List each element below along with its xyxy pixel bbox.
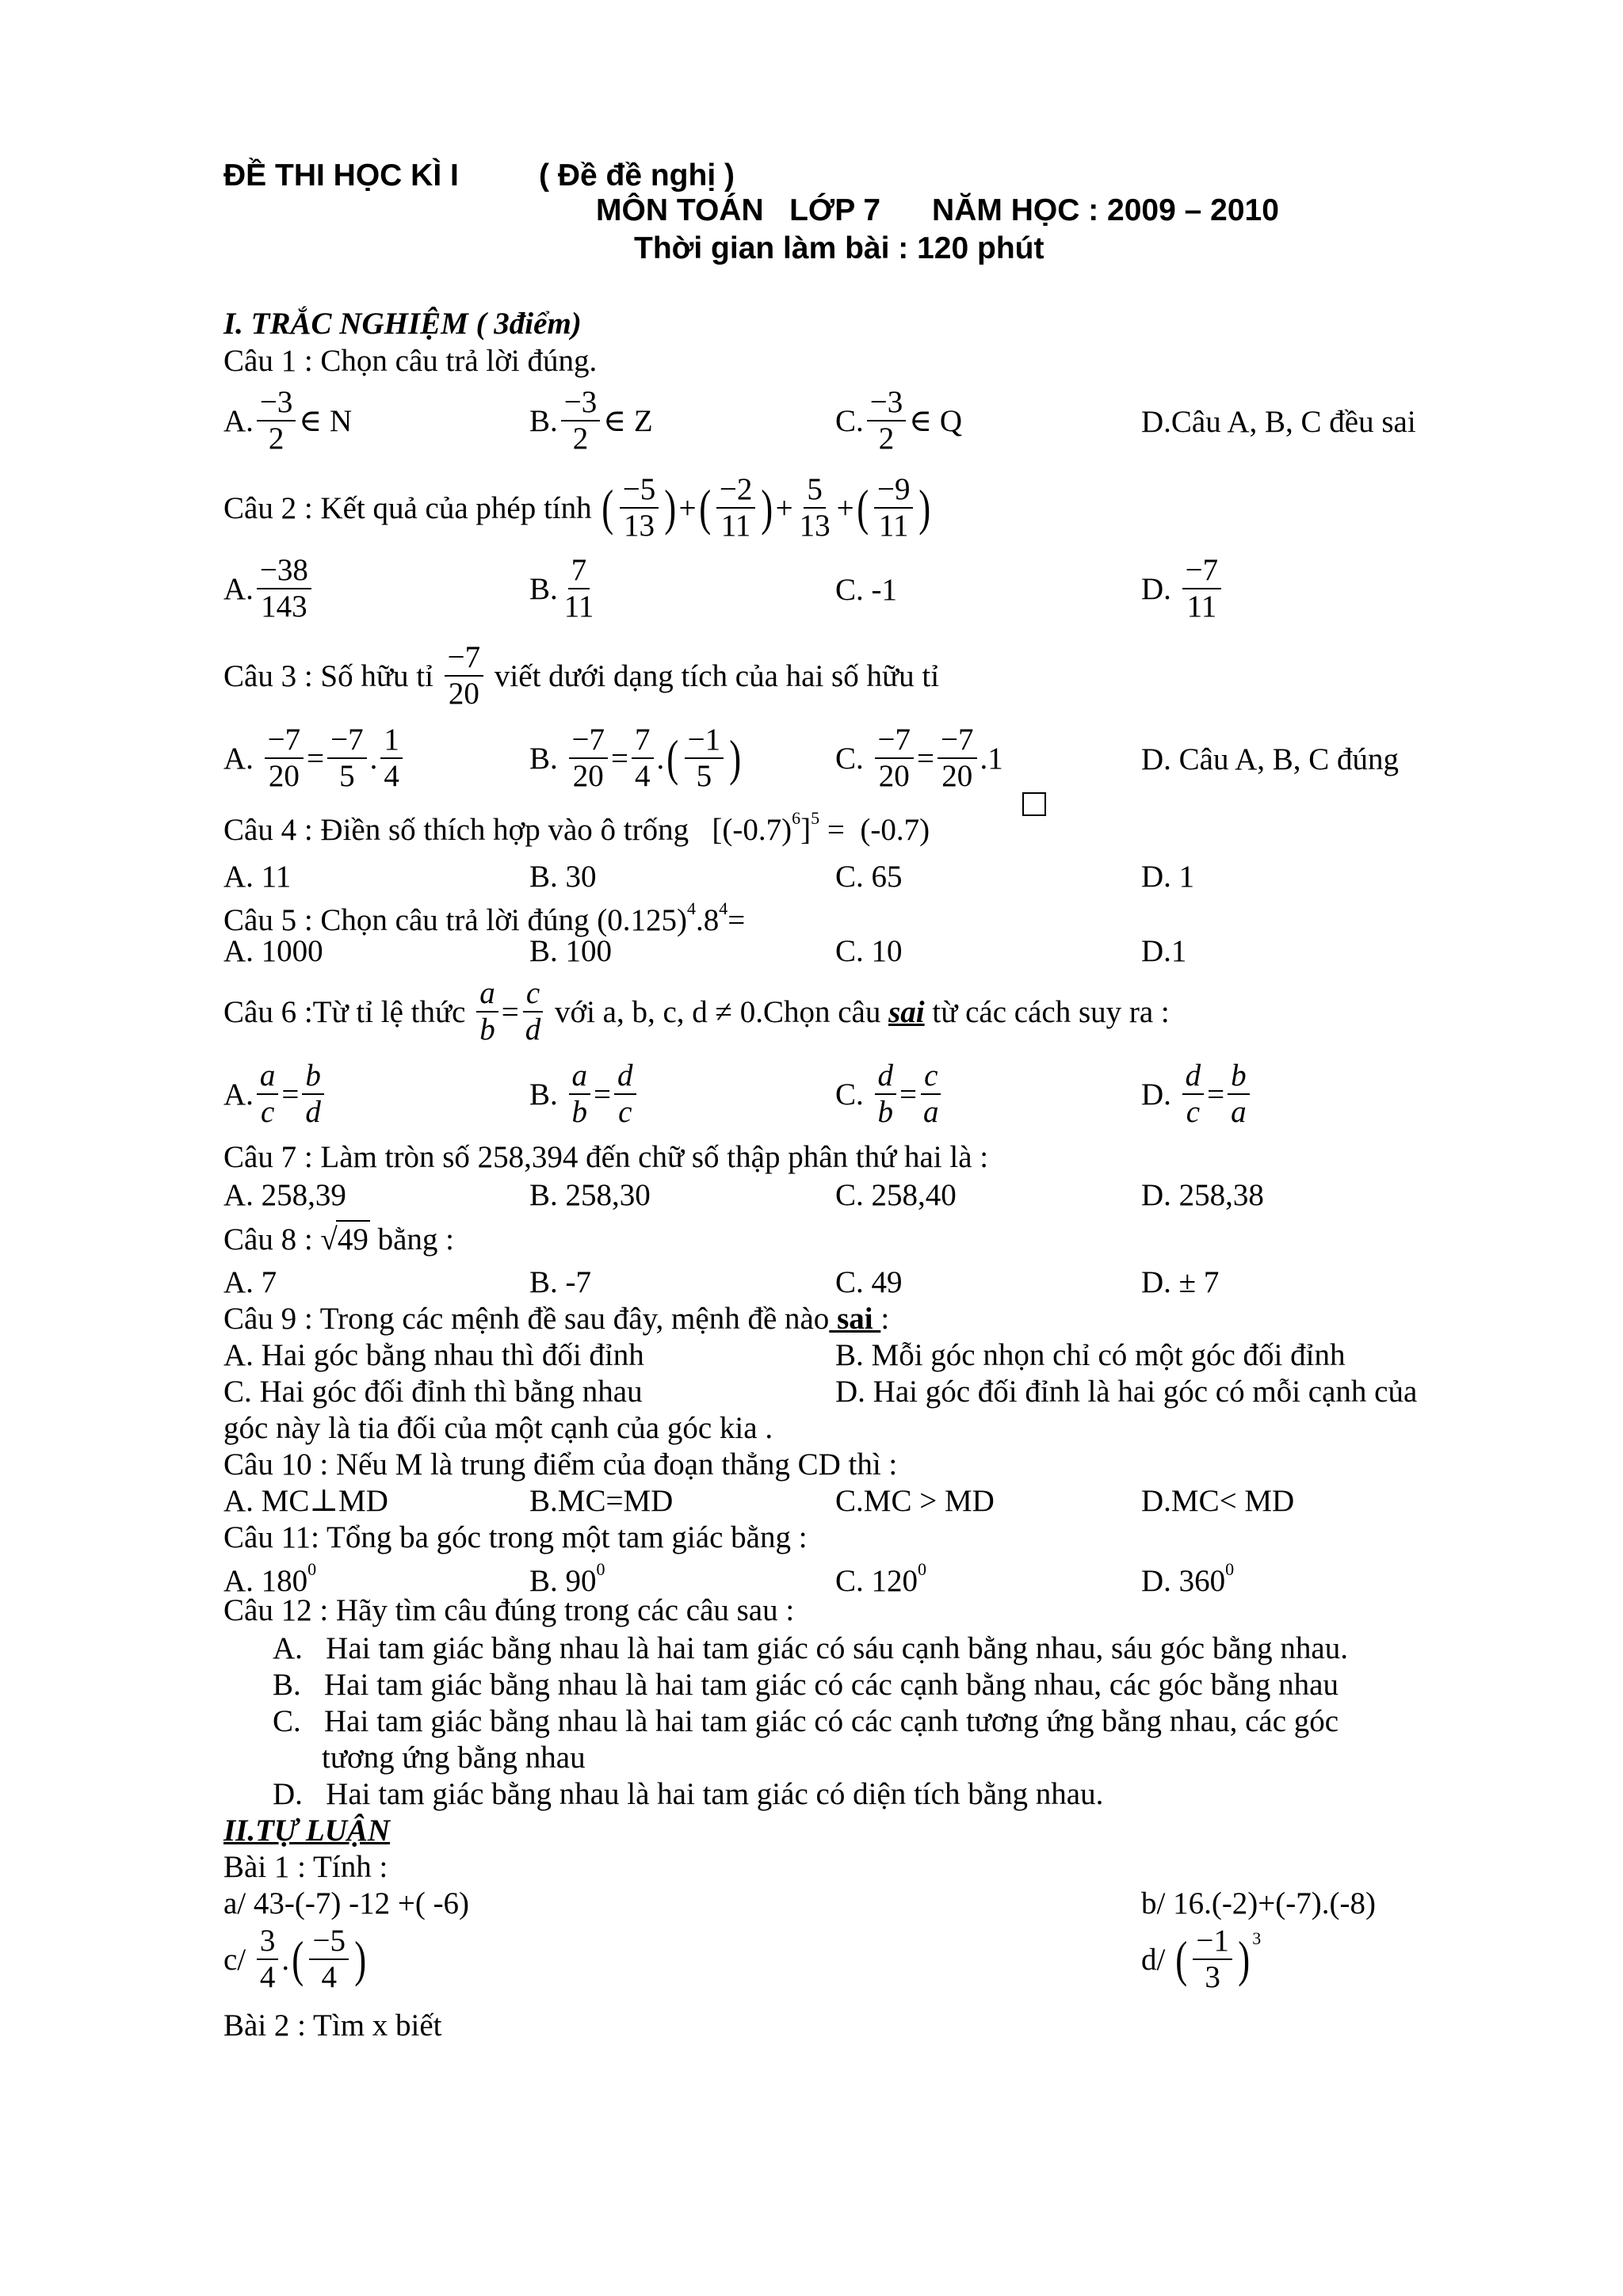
- blank-answer-box[interactable]: [1022, 792, 1046, 816]
- answer-option: C.MC > MD: [835, 1484, 995, 1518]
- answer-option: C. -1: [835, 573, 897, 607]
- answer-option: A. 11: [223, 860, 292, 894]
- answer-option: D. $360^0$: [1141, 1559, 1235, 1598]
- answer-option: B. 100: [529, 934, 613, 968]
- answer-option-continued: tương ứng bằng nhau: [322, 1741, 586, 1775]
- answer-option: B. 258,30: [529, 1178, 651, 1212]
- answer-option: C. Hai góc đối đỉnh thì bằng nhau: [223, 1375, 643, 1409]
- answer-option: A. $\frac{-7}{20}$ = $\frac{-7}{5}$ . $\frac{1}{4}$: [223, 723, 406, 794]
- answer-option: B. Mỗi góc nhọn chỉ có một góc đối đỉnh: [835, 1338, 1346, 1372]
- answer-option: A. Hai góc bằng nhau thì đối đỉnh: [223, 1338, 644, 1372]
- answer-option: C. 10: [835, 934, 903, 968]
- answer-option: B. Hai tam giác bằng nhau là hai tam giác có các cạnh bằng nhau, các góc bằng nhau: [273, 1668, 1338, 1702]
- option-text: ∈ Z: [603, 403, 653, 438]
- question-stem: Câu 8 : √49 bằng :: [223, 1220, 454, 1258]
- emphasis-sai: sai: [888, 994, 925, 1029]
- question-stem: Câu 11: Tổng ba góc trong một tam giác bằng :: [223, 1520, 808, 1554]
- answer-option: B. $\frac{-7}{20}$ = $\frac{7}{4}$ . ( $\frac{-1}{5}$ ): [529, 723, 742, 793]
- answer-option-continued: góc này là tia đối của một cạnh của góc kia .: [223, 1411, 773, 1445]
- answer-option: C. 65: [835, 860, 903, 894]
- answer-option: D.1: [1141, 934, 1187, 968]
- exercise-item: a/ 43-(-7) -12 +( -6): [223, 1886, 470, 1920]
- option-label: C.: [835, 403, 864, 438]
- answer-option: A. $180^0$: [223, 1559, 317, 1598]
- answer-option: A. MC⊥MD: [223, 1484, 388, 1518]
- option-text: ∈ Q: [909, 403, 963, 438]
- fraction: $\frac{-3}{2}$: [867, 385, 907, 456]
- answer-option: [529, 385, 653, 456]
- answer-option: A. Hai tam giác bằng nhau là hai tam giác có sáu cạnh bằng nhau, sáu góc bằng nhau.: [273, 1631, 1348, 1665]
- answer-option: C. $\frac{-7}{20}$ = $\frac{-7}{20}$ .1: [835, 723, 1003, 793]
- fraction: $\frac{-5}{13}$: [620, 472, 659, 543]
- answer-option: D. Câu A, B, C đúng: [1141, 742, 1400, 776]
- answer-option: A. 7: [223, 1265, 277, 1299]
- answer-option: B. -7: [529, 1265, 591, 1299]
- answer-option: D. 258,38: [1141, 1178, 1264, 1212]
- exercise-title: Bài 1 : Tính :: [223, 1850, 388, 1884]
- question-stem: Câu 6 :Từ tỉ lệ thức $\frac{a}{b}$ = $\frac{c}{d}$ với a, b, c, d ≠ 0.Chọn câu sai từ các cách suy ra :: [223, 976, 1170, 1047]
- answer-option: C. $\frac{d}{b}$ = $\frac{c}{a}$: [835, 1058, 945, 1130]
- answer-option: [835, 385, 962, 456]
- answer-option: D.Câu A, B, C đều sai: [1141, 405, 1416, 439]
- question-stem: Câu 9 : Trong các mệnh đề sau đây, mệnh đề nào sai :: [223, 1302, 890, 1336]
- section-title: II.TỰ LUẬN: [223, 1814, 391, 1848]
- question-stem: Câu 5 : Chọn câu trả lời đúng $(0.125)^4.8^4=$: [223, 898, 746, 937]
- question-stem: Câu 1 : Chọn câu trả lời đúng.: [223, 344, 598, 378]
- exam-time: Thời gian làm bài : 120 phút: [634, 231, 1044, 265]
- answer-option: B. $90^0$: [529, 1559, 605, 1598]
- fraction: $\frac{-7}{20}$: [445, 640, 484, 711]
- section-title: I. TRẮC NGHIỆM ( 3điểm): [223, 307, 582, 341]
- answer-option: C. Hai tam giác bằng nhau là hai tam giác có các cạnh tương ứng bằng nhau, các góc: [273, 1704, 1339, 1738]
- answer-option: [223, 385, 352, 456]
- answer-option: A. $\frac{-38}{143}$: [223, 553, 315, 624]
- question-stem: Câu 2 : Kết quả của phép tính ( $\frac{-5}{13}$ ) + ( $\frac{-2}{11}$ ) + $\frac{5}{13}$ + ( $\frac{-9}{11}$ ): [223, 472, 931, 543]
- answer-option: D. Hai góc đối đỉnh là hai góc có mỗi cạnh của: [835, 1375, 1418, 1409]
- question-text: Câu 2 : Kết quả của phép tính: [223, 490, 592, 525]
- fraction: $\frac{-7}{11}$: [1182, 553, 1222, 624]
- exercise-item: d/ ( $\frac{-1}{3}$ ) $^3$: [1141, 1924, 1262, 1994]
- fraction: $\frac{-3}{2}$: [561, 385, 601, 456]
- answer-option: D. Hai tam giác bằng nhau là hai tam giác có diện tích bằng nhau.: [273, 1777, 1104, 1811]
- emphasis-sai: sai: [829, 1302, 881, 1336]
- answer-option: B. 30: [529, 860, 597, 894]
- question-stem: Câu 7 : Làm tròn số 258,394 đến chữ số thập phân thứ hai là :: [223, 1140, 989, 1174]
- fraction: $\frac{-2}{11}$: [716, 472, 756, 543]
- exercise-item: b/ 16.(-2)+(-7).(-8): [1141, 1886, 1376, 1920]
- option-text: ∈ N: [299, 403, 353, 438]
- exercise-item: c/ $\frac{3}{4}$ . ( $\frac{-5}{4}$ ): [223, 1924, 367, 1994]
- exercise-title: Bài 2 : Tìm x biết: [223, 2008, 442, 2042]
- answer-option: B. $\frac{7}{11}$: [529, 553, 600, 624]
- fraction: $\frac{7}{11}$: [563, 553, 594, 624]
- question-stem: Câu 12 : Hãy tìm câu đúng trong các câu sau :: [223, 1593, 795, 1627]
- question-stem: Câu 4 : Điền số thích hợp vào ô trống $[(-0.7)^6]^5 = (-0.7)$: [223, 808, 930, 847]
- question-stem: Câu 10 : Nếu M là trung điểm của đoạn thẳng CD thì :: [223, 1447, 898, 1482]
- exam-subtitle: ( Đề đề nghị ): [539, 158, 735, 193]
- fraction: $\frac{-38}{143}$: [257, 553, 311, 624]
- answer-option: A. $\frac{a}{c}$ = $\frac{b}{d}$: [223, 1058, 327, 1130]
- fraction: $\frac{5}{13}$: [799, 472, 831, 543]
- answer-option: C. 258,40: [835, 1178, 957, 1212]
- fraction: $\frac{-9}{11}$: [874, 472, 914, 543]
- answer-option: C. $120^0$: [835, 1559, 927, 1598]
- answer-option: B. $\frac{a}{b}$ = $\frac{d}{c}$: [529, 1058, 640, 1130]
- answer-option: D.MC< MD: [1141, 1484, 1295, 1518]
- answer-option: D. 1: [1141, 860, 1195, 894]
- answer-option: C. 49: [835, 1265, 903, 1299]
- answer-option: A. 258,39: [223, 1178, 346, 1212]
- answer-option: B.MC=MD: [529, 1484, 674, 1518]
- option-label: A.: [223, 403, 254, 438]
- option-label: B.: [529, 403, 558, 438]
- exam-title: ĐỀ THI HỌC KÌ I: [223, 158, 459, 193]
- exam-subject: MÔN TOÁN LỚP 7 NĂM HỌC : 2009 – 2010: [596, 193, 1279, 227]
- answer-option: D. $\frac{d}{c}$ = $\frac{b}{a}$: [1141, 1058, 1253, 1130]
- question-stem: Câu 3 : Số hữu tỉ $\frac{-7}{20}$ viết dưới dạng tích của hai số hữu tỉ: [223, 640, 940, 711]
- fraction: $\frac{-3}{2}$: [257, 385, 296, 456]
- answer-option: D. $\frac{-7}{11}$: [1141, 553, 1224, 624]
- answer-option: A. 1000: [223, 934, 323, 968]
- answer-option: D. ± 7: [1141, 1265, 1220, 1299]
